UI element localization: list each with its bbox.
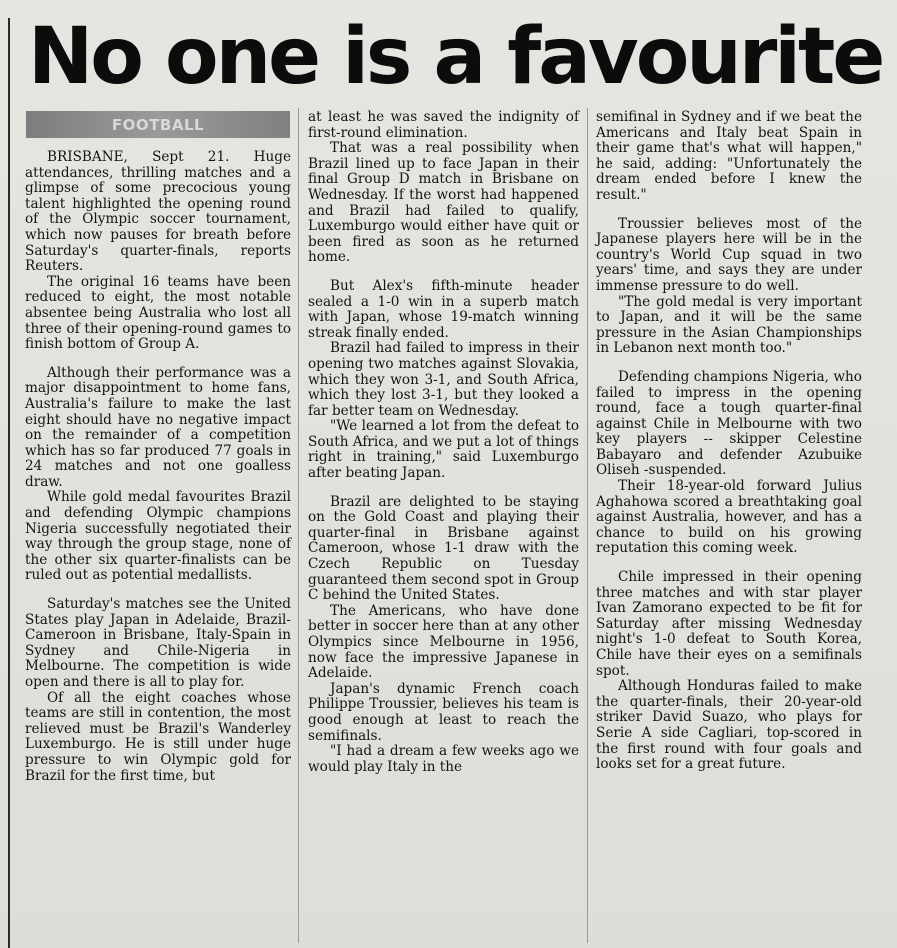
paragraph: Although Honduras failed to make the quarter-finals, their 20-year-old striker David Suazo, who plays for Serie A side Cagliari, top-scored in the first round with four goals and looks set for a great future.: [596, 678, 862, 773]
paragraph: BRISBANE, Sept 21. Huge attendances, thrilling matches and a glimpse of some precocious young talent highlighted the opening round of the Olympic soccer tournament, which now pauses for breath before Saturday's quarter-finals, reports Reuters.: [25, 149, 291, 275]
paragraph: Although their performance was a major disappointment to home fans, Australia's failure to make the last eight should have no negative impact on the remainder of a competition which has so far produced 77 goals in 24 matches and not one goalless draw.: [25, 364, 291, 490]
paragraph: Brazil are delighted to be staying on the Gold Coast and playing their quarter-final in Brisbane against Cameroon, whose 1-1 draw with the Czech Republic on Tuesday guaranteed them second spot in Group C behind the United States.: [308, 493, 579, 604]
paragraph: Brazil had failed to impress in their opening two matches against Slovakia, which they won 3-1, and South Africa, which they lost 3-1, but they looked a far better team on Wednesday.: [308, 340, 579, 419]
paragraph: Chile impressed in their opening three matches and with star player Ivan Zamorano expected to be fit for Saturday after missing Wednesday night's 1-0 defeat to South Korea, Chile have their eyes on a semifinals spot.: [596, 569, 862, 679]
article-column-1: [25, 150, 291, 784]
article-column-2: [308, 110, 579, 775]
paragraph: "The gold medal is very important to Japan, and it will be the same pressure in the Asian Championships in Lebanon next month too.": [596, 293, 862, 357]
column-border-line: [8, 18, 10, 948]
paragraph: That was a real possibility when Brazil lined up to face Japan in their final Group D match in Brisbane on Wednesday. If the worst had happened and Brazil had failed to qualify, Luxemburgo would either have quit or been fired as soon as he returned home.: [308, 140, 579, 266]
paragraph: While gold medal favourites Brazil and defending Olympic champions Nigeria successfully negotiated their way through the group stage, none of the other six quarter-finalists can be ruled out as potential medallists.: [25, 489, 291, 584]
paragraph: The original 16 teams have been reduced to eight, the most notable absentee being Australia who lost all three of their opening-round games to finish bottom of Group A.: [25, 273, 291, 353]
paragraph: "We learned a lot from the defeat to South Africa, and we put a lot of things right in training," said Luxemburgo after beating Japan.: [308, 418, 580, 482]
paragraph: Their 18-year-old forward Julius Aghahowa scored a breathtaking goal against Australia, however, and has a chance to build on his growing reputation this coming week.: [596, 478, 862, 557]
paragraph: Saturday's matches see the United States play Japan in Adelaide, Brazil-Cameroon in Brisbane, Italy-Spain in Sydney and Chile-Nigeria in Melbourne. The competition is wide open and there is all to play for.: [25, 596, 291, 690]
headline: No one is a favourite: [28, 12, 883, 102]
paragraph: Defending champions Nigeria, who failed to impress in the opening round, face a tough quarter-final against Chile in Melbourne with two key players -- skipper Celestine Babayaro and defender Azubuike Oliseh -suspended.: [596, 368, 862, 479]
article-column-3: [596, 110, 862, 773]
paragraph: Japan's dynamic French coach Philippe Troussier, believes his team is good enough at least to reach the semifinals.: [308, 680, 579, 744]
paragraph: Of all the eight coaches whose teams are still in contention, the most relieved must be Brazil's Wanderley Luxemburgo. He is still under huge pressure to win Olympic gold for Brazil for the first time, but: [25, 689, 291, 784]
section-kicker-label: FOOTBALL: [111, 115, 205, 134]
column-divider: [298, 108, 299, 943]
paragraph: "I had a dream a few weeks ago we would play Italy in the: [308, 743, 579, 775]
paragraph: The Americans, who have done better in soccer here than at any other Olympics since Melbourne in 1956, now face the impressive Japanese in Adelaide.: [308, 602, 579, 682]
paragraph: Troussier believes most of the Japanese players here will be in the country's World Cup squad in two years' time, and says they are under immense pressure to do well.: [596, 215, 862, 294]
paragraph: at least he was saved the indignity of first-round elimination.: [308, 109, 579, 141]
section-kicker: [26, 111, 290, 138]
paragraph: semifinal in Sydney and if we beat the Americans and Italy beat Spain in their game that's what will happen," he said, adding: "Unfortunately the dream ended before I knew the result.": [596, 109, 862, 203]
column-divider: [587, 108, 588, 943]
paragraph: But Alex's fifth-minute header sealed a 1-0 win in a superb match with Japan, whose 19-match winning streak finally ended.: [308, 277, 579, 341]
